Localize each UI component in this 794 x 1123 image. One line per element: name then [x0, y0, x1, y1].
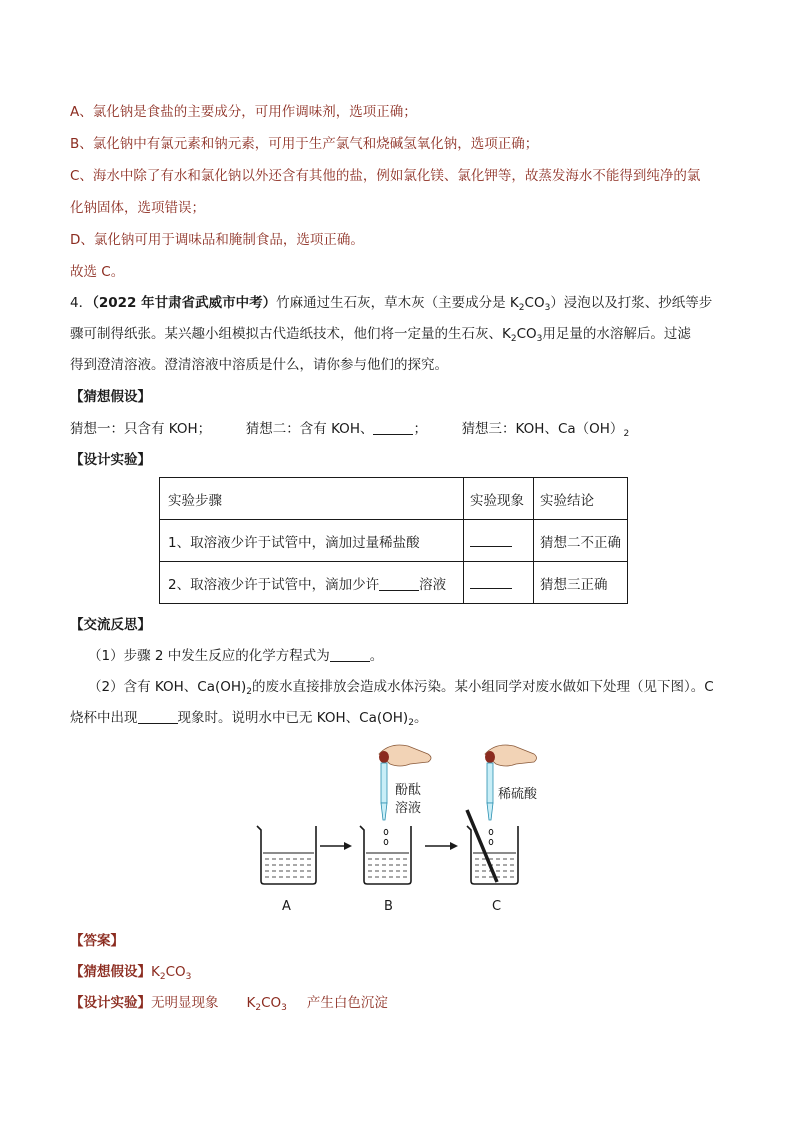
phenomenon-blank[interactable] — [138, 709, 178, 724]
reagent-1-line1: 酚酞 — [395, 783, 422, 798]
guess-2: 猜想二：含有 KOH、 ； — [245, 421, 427, 437]
table-row — [160, 562, 628, 604]
arrow-b-c — [425, 842, 458, 850]
question-source: （2022 年甘肃省武威市中考） — [92, 295, 277, 311]
label-a: A — [282, 899, 291, 914]
option-a: A、氯化钠是食盐的主要成分，可用作调味剂，选项正确； — [70, 104, 417, 120]
header-step: 实验步骤 — [160, 478, 464, 520]
arrow-a-b — [320, 842, 352, 850]
header-conclusion: 实验结论 — [534, 478, 628, 520]
reflection-q2-line2: 烧杯中出现 现象时。说明水中已无 KOH、$Ca(OH)_2$。 — [70, 710, 428, 728]
row2-reagent-blank[interactable] — [379, 576, 419, 591]
answer-design: 【设计实验】无明显现象 $K_2CO_3$ 产生白色沉淀 — [70, 995, 388, 1013]
table-row — [160, 520, 628, 562]
beaker-b — [360, 826, 411, 884]
reflection-heading: 【交流反思】 — [70, 617, 151, 633]
header-phenomenon: 实验现象 — [464, 478, 534, 520]
reflection-q2-line1: （2）含有 KOH、$Ca(OH)_2$的废水直接排放会造成水体污染。某小组同学对废水做如下处理（见下图）。C — [88, 679, 714, 697]
row2-conclusion: 猜想三正确 — [534, 562, 628, 604]
beaker-a — [257, 826, 316, 884]
reflection-q1: （1）步骤 2 中发生反应的化学方程式为 。 — [88, 648, 384, 664]
dropper-c — [485, 745, 537, 820]
table-header-row — [160, 478, 628, 520]
label-b: B — [384, 899, 393, 914]
guess-2-blank[interactable] — [373, 420, 413, 435]
answer-heading: 【答案】 — [70, 933, 124, 949]
answer-hypothesis: 【猜想假设】$K_2CO_3$ — [70, 964, 192, 982]
question-number: 4． — [70, 295, 93, 311]
row1-conclusion: 猜想二不正确 — [534, 520, 628, 562]
conclusion: 故选 C。 — [70, 264, 125, 280]
option-c-line1: C、海水中除了有水和氯化钠以外还含有其他的盐，例如氯化镁、氯化钾等，故蒸发海水不能得到纯净的氯 — [70, 168, 701, 184]
hypothesis-guesses — [70, 419, 629, 439]
option-d: D、氯化钠可用于调味品和腌制食品，选项正确。 — [70, 232, 364, 248]
row2-phenomenon-blank[interactable] — [470, 574, 512, 589]
experiment-table — [159, 477, 628, 604]
reagent-1-line2: 溶液 — [395, 801, 422, 816]
option-b: B、氯化钠中有氯元素和钠元素，可用于生产氯气和烧碱氢氧化钠，选项正确； — [70, 136, 539, 152]
row2-phenomenon — [464, 562, 534, 604]
question-line1: 4．（2022 年甘肃省武威市中考）竹麻通过生石灰，草木灰（主要成分是 $K_2CO_3$）浸泡以及打浆、抄纸等步 — [70, 295, 713, 313]
hypothesis-heading: 【猜想假设】 — [70, 389, 151, 405]
beaker-c — [467, 810, 518, 884]
row1-step: 1、取溶液少许于试管中，滴加过量稀盐酸 — [160, 520, 464, 562]
question-line2: 骤可制得纸张。某兴趣小组模拟古代造纸技术，他们将一定量的生石灰、$K_2CO_3$用足量的水溶解后。过滤 — [70, 326, 691, 344]
label-c: C — [492, 899, 502, 914]
row2-step: 2、取溶液少许于试管中，滴加少许 溶液 — [160, 562, 464, 604]
design-heading: 【设计实验】 — [70, 452, 151, 468]
option-c-line2: 化钠固体，选项错误； — [70, 200, 205, 216]
row1-phenomenon — [464, 520, 534, 562]
equation-blank[interactable] — [330, 647, 370, 662]
reagent-2: 稀硫酸 — [498, 787, 538, 802]
row1-phenomenon-blank[interactable] — [470, 532, 512, 547]
guess-3: 猜想三：KOH、$Ca(OH)_2$ — [461, 421, 630, 439]
question-line3: 得到澄清溶液。澄清溶液中溶质是什么，请你参与他们的探究。 — [70, 357, 448, 373]
experiment-figure — [240, 738, 540, 918]
guess-1: 猜想一：只含有 KOH； — [70, 421, 212, 437]
